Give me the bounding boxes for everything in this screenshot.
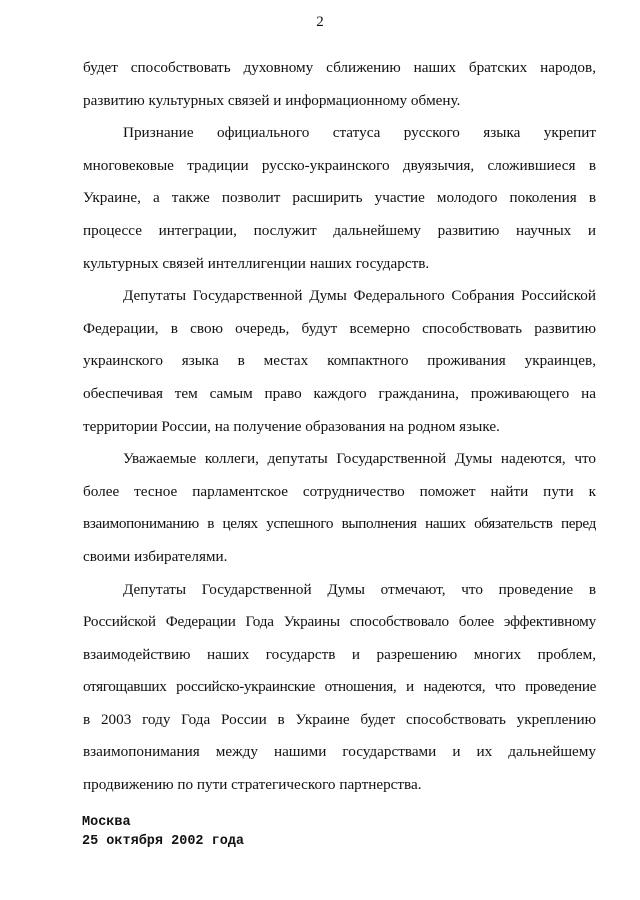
paragraph-3	[83, 280, 596, 443]
text-line: взаимопонимания между нашими государствами и их дальнейшему	[83, 743, 596, 761]
document-body	[83, 52, 596, 802]
paragraph-5	[83, 574, 596, 802]
text-line: более тесное парламентское сотрудничество поможет найти пути к	[83, 482, 596, 500]
paragraph-4	[83, 443, 596, 573]
text-line: развитию культурных связей и информационному обмену.	[83, 91, 461, 109]
text-line: отягощавших российско-украинские отношения, и надеются, что проведение	[83, 678, 596, 696]
text-line: Федерации, в свою очередь, будут всемерно способствовать развитию	[83, 319, 596, 337]
text-line: Признание официального статуса русского языка укрепит	[123, 124, 596, 142]
text-line: Украине, а также позволит расширить участие молодого поколения в	[83, 189, 596, 207]
text-line: взаимопониманию в целях успешного выполнения наших обязательств перед	[83, 515, 596, 533]
text-line: многовековые традиции русско-украинского двуязычия, сложившиеся в	[83, 156, 596, 174]
text-line: украинского языка в местах компактного проживания украинцев,	[83, 352, 596, 370]
text-line: Уважаемые коллеги, депутаты Государственной Думы надеются, что	[123, 450, 596, 468]
text-line: в 2003 году Года России в Украине будет способствовать укреплению	[83, 710, 596, 728]
page-number: 2	[316, 14, 324, 30]
text-line: будет способствовать духовному сближению наших братских народов,	[83, 59, 596, 76]
paragraph-2	[83, 117, 596, 280]
paragraph-1	[83, 52, 596, 117]
signoff-city: Москва	[82, 815, 131, 830]
text-line: Депутаты Государственной Думы Федерального Собрания Российской	[123, 287, 596, 305]
text-line: Российской Федерации Года Украины способствовало более эффективному	[83, 613, 596, 631]
text-line: обеспечивая тем самым право каждого гражданина, проживающего на	[83, 384, 596, 402]
text-line: культурных связей интеллигенции наших государств.	[83, 254, 430, 272]
signoff-date: 25 октября 2002 года	[82, 834, 245, 849]
signoff-block	[82, 813, 244, 851]
text-line: продвижению по пути стратегического партнерства.	[83, 776, 422, 794]
text-line: своими избирателями.	[83, 547, 228, 565]
text-line: взаимодействию наших государств и разрешению многих проблем,	[83, 645, 596, 663]
text-line: Депутаты Государственной Думы отмечают, что проведение в	[123, 580, 596, 598]
text-line: процессе интеграции, послужит дальнейшему развитию научных и	[83, 221, 596, 239]
text-line: территории России, на получение образования на родном языке.	[83, 417, 500, 435]
